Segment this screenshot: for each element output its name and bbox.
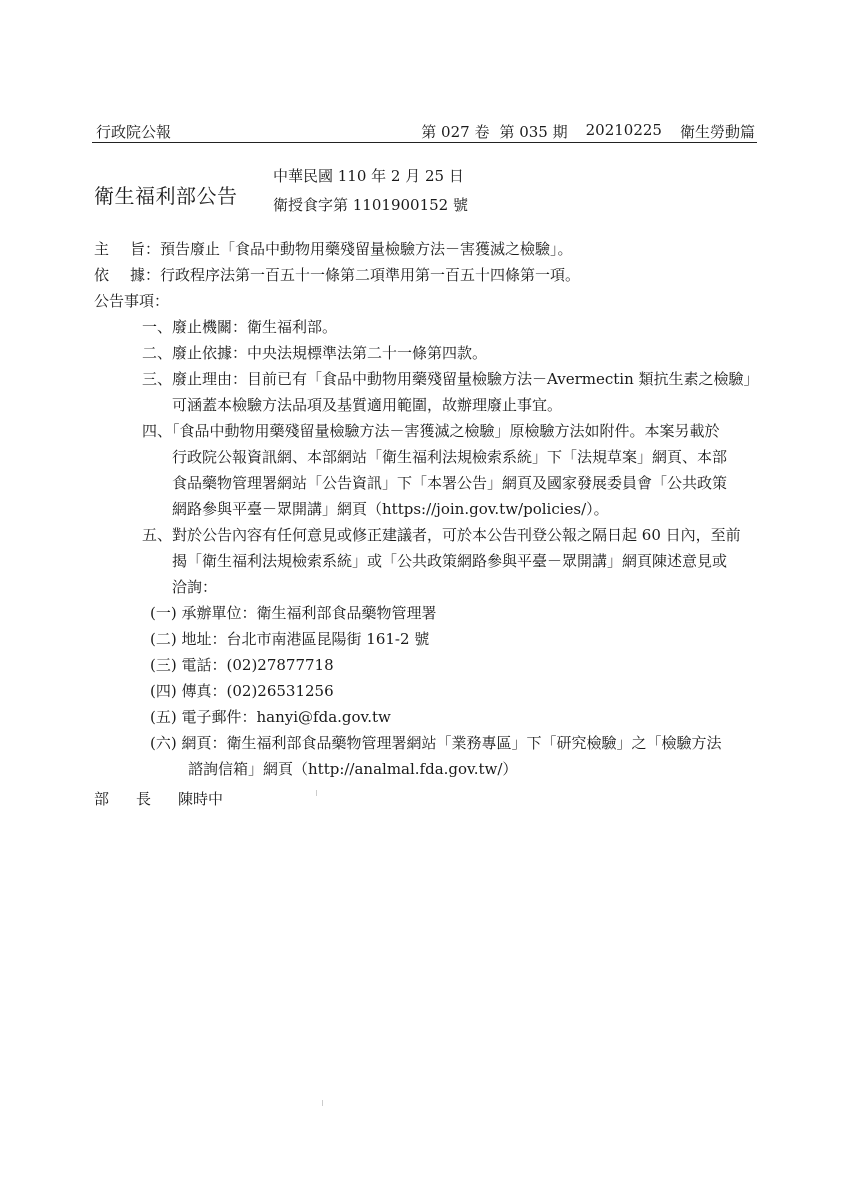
item-text: 食品藥物管理署網站「公告資訊」下「本署公告」網頁及國家發展委員會「公共政策 (172, 474, 728, 492)
contact-number: (六) (150, 734, 177, 752)
issue-number: 第 035 期 (499, 123, 568, 141)
item-text: 網路參與平臺－眾開講」網頁（https://join.gov.tw/policies/）。 (172, 500, 609, 518)
contact-number: (一) (150, 604, 177, 622)
gazette-name: 行政院公報 (96, 123, 172, 141)
contact-text: 電子郵件：hanyi@fda.gov.tw (181, 708, 391, 726)
contact-number: (二) (150, 630, 177, 648)
item-number: 一、 (142, 318, 173, 336)
purpose-label-b: 旨： (130, 240, 161, 258)
issue-date: 20210225 (585, 121, 662, 139)
contact-item-continuation (94, 756, 754, 782)
item-text: 可涵蓋本檢驗方法品項及基質適用範圍，故辦理廢止事宜。 (172, 396, 563, 414)
list-item-continuation (94, 444, 754, 470)
item-text: 「食品中動物用藥殘留量檢驗方法－害獲滅之檢驗」原檢驗方法如附件。本案另載於 (172, 422, 720, 440)
minister-label-a: 部 (94, 790, 137, 808)
item-number: 三、 (142, 370, 173, 388)
volume-number: 第 027 卷 (421, 123, 490, 141)
purpose-text: 預告廢止「食品中動物用藥殘留量檢驗方法－害獲滅之檢驗」。 (160, 240, 573, 258)
item-text: 廢止依據：中央法規標準法第二十一條第四款。 (172, 344, 488, 362)
contact-number: (五) (150, 708, 177, 726)
item-number: 四、 (142, 422, 173, 440)
list-item (94, 522, 754, 548)
basis-text: 行政程序法第一百五十一條第二項準用第一百五十四條第一項。 (160, 266, 581, 284)
list-item (94, 340, 754, 366)
document-number: 衛授食字第 1101900152 號 (273, 196, 468, 214)
contact-item (94, 652, 754, 678)
section-name: 衛生勞動篇 (679, 123, 755, 141)
contact-text: 傳真：(02)26531256 (181, 682, 334, 700)
scan-speck (316, 790, 317, 796)
list-item (94, 418, 754, 444)
item-text: 洽詢： (172, 578, 218, 596)
basis-label-b: 據： (130, 266, 161, 284)
contact-text: 地址：台北市南港區昆陽街 161-2 號 (181, 630, 430, 648)
list-item (94, 366, 759, 392)
announcement-title: 衛生福利部公告 (94, 184, 238, 208)
announcement-dateline (273, 162, 468, 220)
item-number: 二、 (142, 344, 173, 362)
contact-text: 諮詢信箱」網頁（http://analmal.fda.gov.tw/） (188, 760, 518, 778)
scan-speck (322, 1100, 323, 1106)
list-item-continuation (94, 496, 754, 522)
contact-number: (四) (150, 682, 177, 700)
purpose-row (94, 236, 754, 262)
item-number: 五、 (142, 526, 173, 544)
contact-text: 承辦單位：衛生福利部食品藥物管理署 (181, 604, 437, 622)
basis-label-a: 依 (94, 266, 131, 284)
list-item-continuation (94, 470, 754, 496)
minister-signature (94, 788, 223, 809)
contact-text: 網頁：衛生福利部食品藥物管理署網站「業務專區」下「研究檢驗」之「檢驗方法 (181, 734, 722, 752)
list-item-continuation (94, 574, 754, 600)
item-text: 行政院公報資訊網、本部網站「衛生福利法規檢索系統」下「法規草案」網頁、本部 (172, 448, 728, 466)
contact-item (94, 704, 754, 730)
items-heading: 公告事項： (94, 292, 170, 310)
list-item-continuation (94, 548, 754, 574)
contact-item (94, 600, 754, 626)
announcement-date: 中華民國 110 年 2 月 25 日 (273, 167, 464, 185)
announcement-body (94, 236, 759, 782)
header-rule (92, 142, 757, 143)
contact-item (94, 678, 754, 704)
contact-text: 電話：(02)27877718 (181, 656, 334, 674)
list-item (94, 314, 754, 340)
minister-name: 陳時中 (178, 790, 224, 808)
basis-row (94, 262, 754, 288)
contact-item (94, 730, 754, 756)
issue-info (421, 121, 755, 142)
item-text: 揭「衛生福利法規檢索系統」或「公共政策網路參與平臺－眾開講」網頁陳述意見或 (172, 552, 728, 570)
item-text: 廢止理由：目前已有「食品中動物用藥殘留量檢驗方法－Avermectin 類抗生素之檢驗」 (172, 370, 759, 388)
minister-label-b: 長 (136, 790, 179, 808)
list-item-continuation (94, 392, 754, 418)
contact-number: (三) (150, 656, 177, 674)
purpose-label-a: 主 (94, 240, 131, 258)
contact-item (94, 626, 754, 652)
item-text: 廢止機關：衛生福利部。 (172, 318, 338, 336)
item-text: 對於公告內容有任何意見或修正建議者，可於本公告刊登公報之隔日起 60 日內，至前 (172, 526, 741, 544)
